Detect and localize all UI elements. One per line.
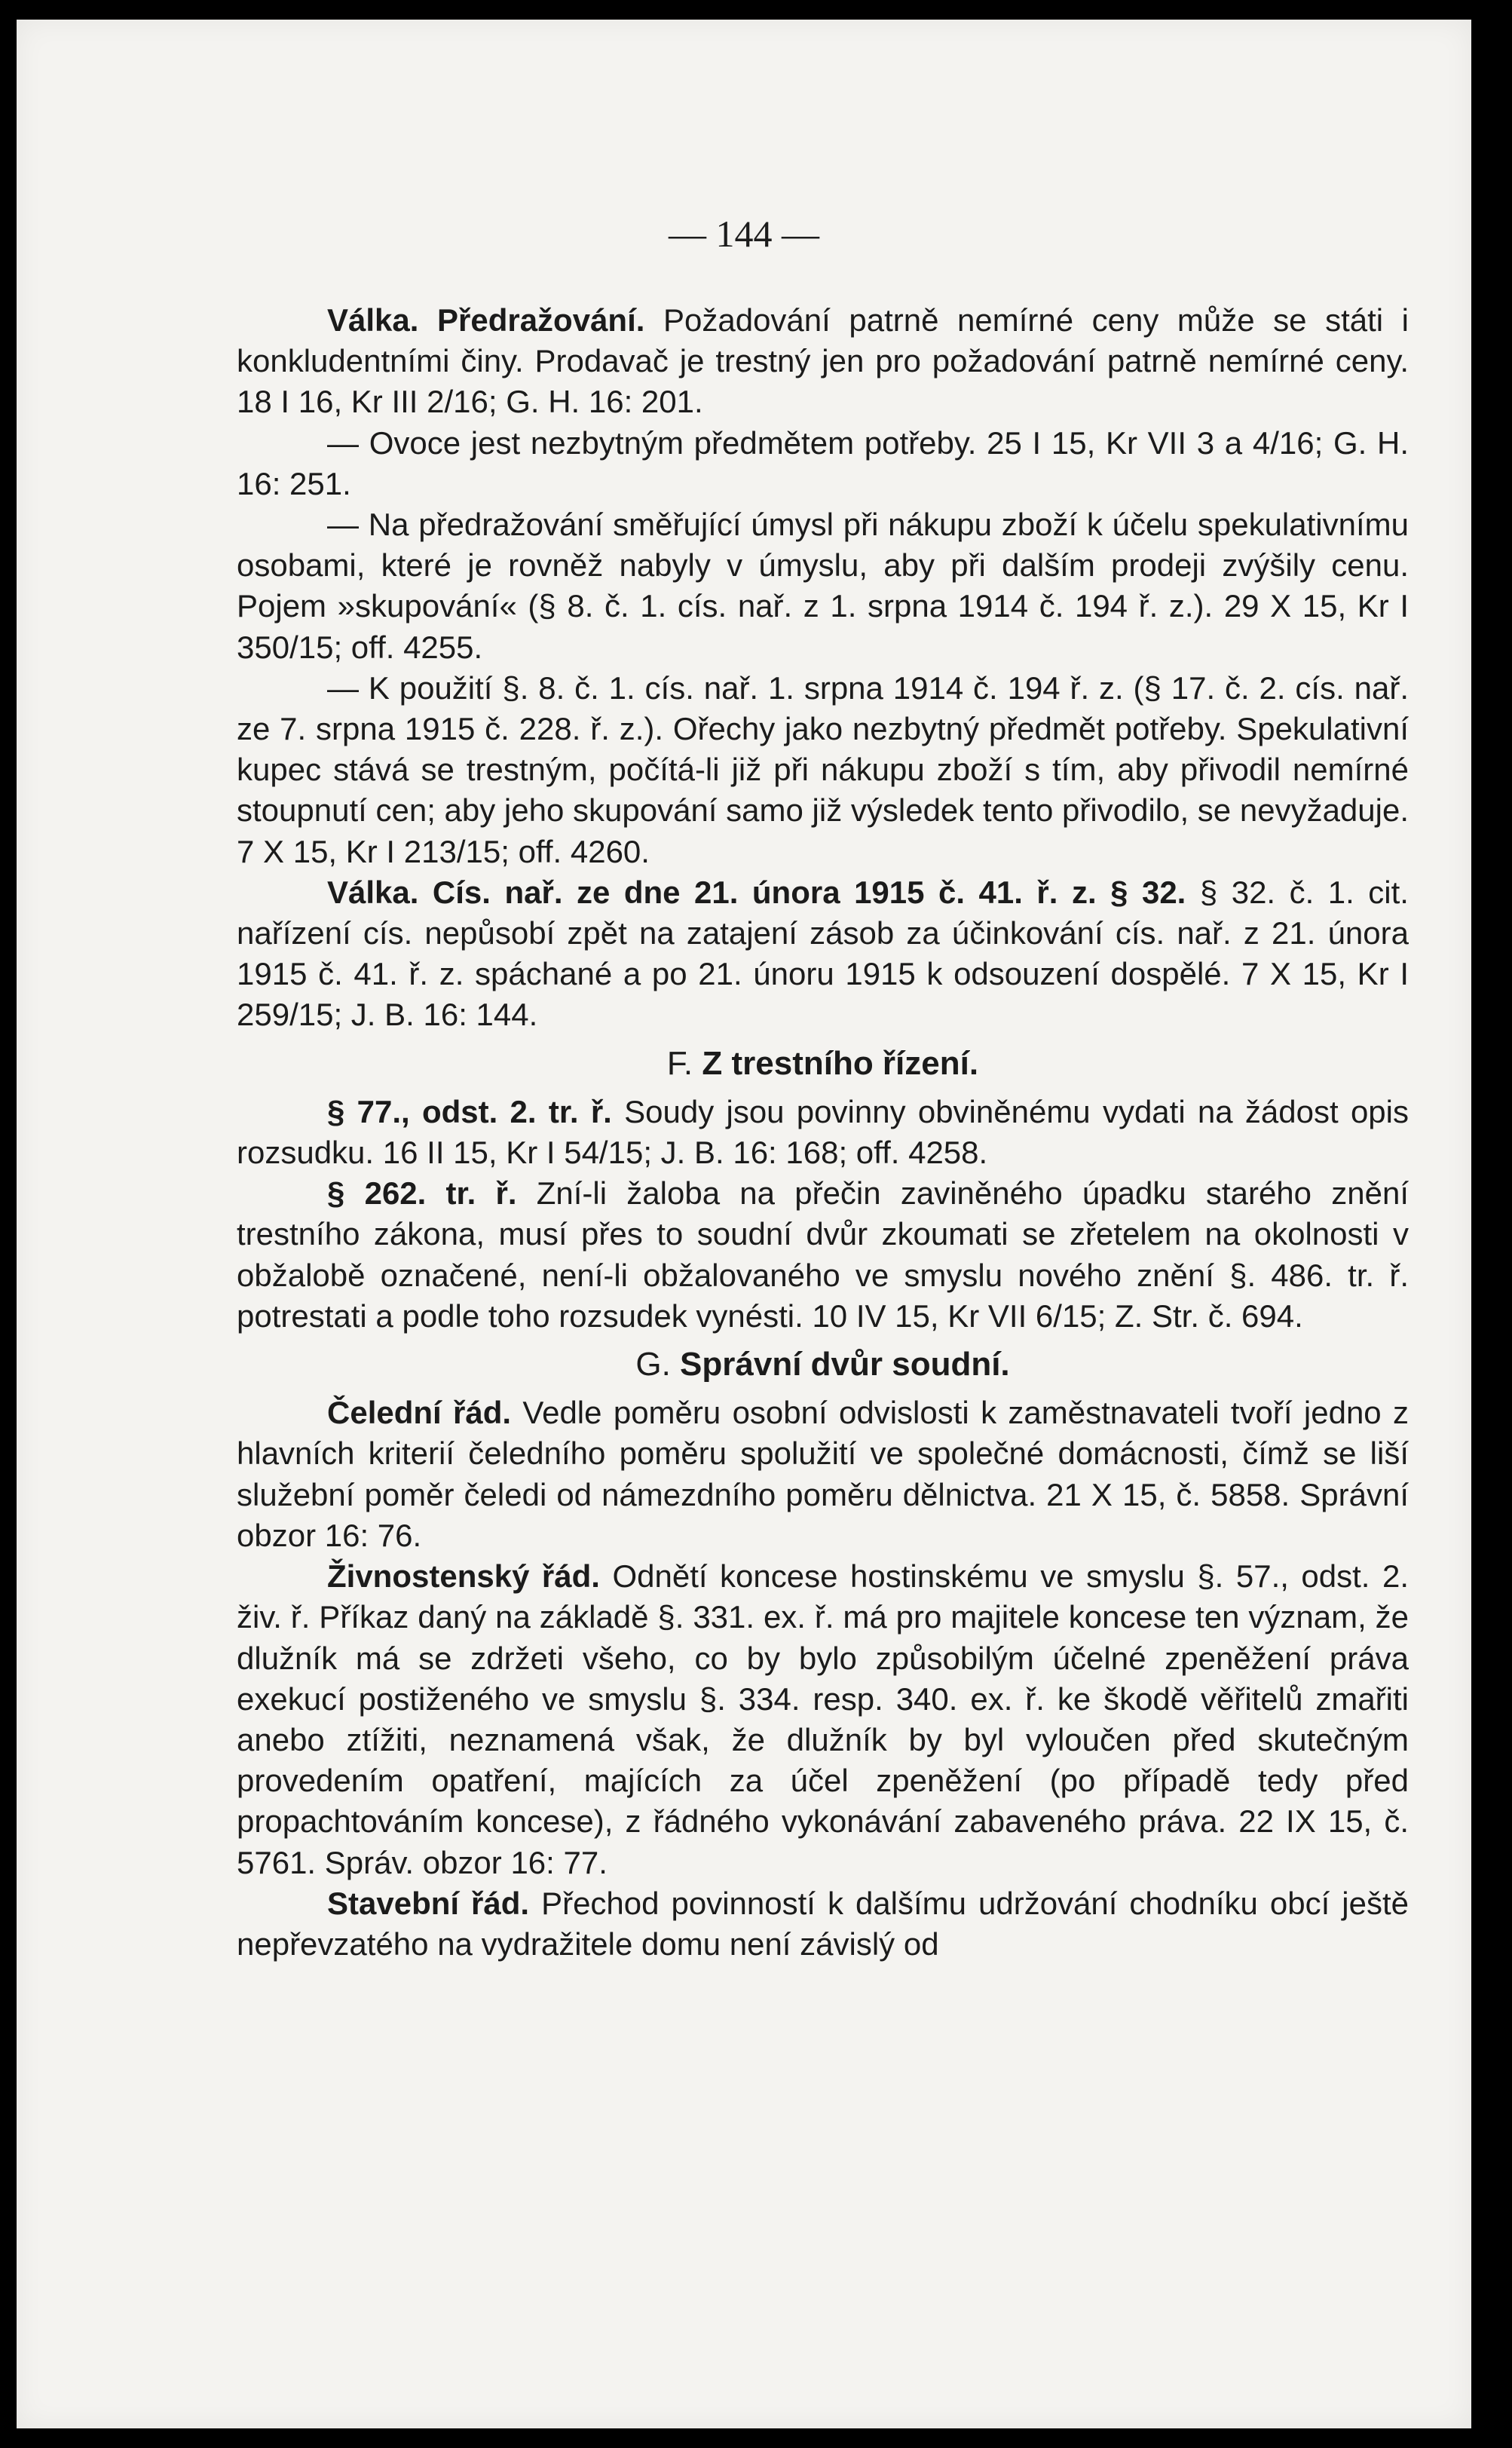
entry-262: [237, 1173, 1409, 1337]
entry-lead: Živnostenský řád.: [327, 1558, 600, 1595]
entry-lead: § 262. tr. ř.: [327, 1175, 517, 1212]
page-number: — 144 —: [669, 213, 819, 255]
section-letter: G.: [635, 1346, 681, 1383]
entry-lead: Válka. Předražování.: [327, 302, 645, 338]
entry-text: Zní-li žaloba na přečin zaviněného úpadku starého znění trestního zákona, musí přes to soudní dvůr zkoumati se zřetelem na okolnosti v obžalobě označené, není-li obžalovaného ve smyslu nového znění §. 486. tr. ř. potrestati a podle toho rozsudek vynésti. 10 IV 15, Kr VII 6/15; Z. Str. č. 694.: [237, 1175, 1409, 1334]
entry-ovoce: [237, 423, 1409, 504]
entry-k-pouziti: [237, 668, 1409, 872]
section-title: Správní dvůr soudní.: [680, 1346, 1010, 1383]
entry-text: Požadování patrně nemírné ceny může se státi i konkludentními činy. Prodavač je trestný jen pro požadování patrně nemírné ceny. 18 I 16, Kr III 2/16; G. H. 16: 201.: [237, 302, 1409, 420]
entry-77: [237, 1092, 1409, 1173]
section-heading-g: [237, 1344, 1409, 1385]
section-heading-f: [237, 1043, 1409, 1084]
page-body: [237, 300, 1409, 1965]
entry-celedni-rad: [237, 1393, 1409, 1556]
entry-text: — Ovoce jest nezbytným předmětem potřeby. 25 I 15, Kr VII 3 a 4/16; G. H. 16: 251.: [237, 424, 1409, 501]
entry-text: Vedle poměru osobní odvislosti k zaměstnavateli tvoří jedno z hlavních kriterií čeledního poměru spolužití ve společné domácnosti, čímž se liší služební poměr čeledi od námezdního poměru dělnictva. 21 X 15, č. 5858. Správní obzor 16: 76.: [237, 1395, 1409, 1553]
entry-stavebni-rad: [237, 1883, 1409, 1965]
entry-valka-predrazovani: [237, 300, 1409, 423]
section-title: Z trestního řízení.: [702, 1044, 979, 1082]
entry-text: Přechod povinností k dalšímu udržování chodníku obcí ještě nepřevzatého na vydražitele domu není závislý od: [237, 1885, 1409, 1962]
page-sheet: [17, 20, 1471, 2428]
entry-text: — Na předražování směřující úmysl při nákupu zboží k účelu spekulativnímu osobami, které je rovněž nabyly v úmyslu, aby při dalším prodeji zvýšily cenu. Pojem »skupování« (§ 8. č. 1. cís. nař. z 1. srpna 1914 č. 194 ř. z.). 29 X 15, Kr I 350/15; off. 4255.: [237, 507, 1409, 665]
entry-text: Soudy jsou povinny obviněnému vydati na žádost opis rozsudku. 16 II 15, Kr I 54/15; J. B. 16: 168; off. 4258.: [237, 1093, 1409, 1171]
entry-text: § 32. č. 1. cit. nařízení cís. nepůsobí zpět na zatajení zásob za účinkování cís. nař. z 21. února 1915 č. 41. ř. z. spáchané a po 21. únoru 1915 k odsouzení dospělé. 7 X 15, Kr I 259/15; J. B. 16: 144.: [237, 874, 1409, 1033]
entry-predrazovani-umysl: [237, 504, 1409, 668]
entry-text: — K použití §. 8. č. 1. cís. nař. 1. srpna 1914 č. 194 ř. z. (§ 17. č. 2. cís. nař. ze 7. srpna 1915 č. 228. ř. z.). Ořechy jako nezbytný předmět potřeby. Spekulativní kupec stává se trestným, počítá-li již při nákupu zboží s tím, aby přivodil nemírné stoupnutí cen; aby jeho skupování samo již výsledek tento přivodilo, se nevyžaduje. 7 X 15, Kr I 213/15; off. 4260.: [237, 669, 1409, 869]
entry-lead: Stavební řád.: [327, 1885, 530, 1921]
entry-text: Odnětí koncese hostinskému ve smyslu §. 57., odst. 2. živ. ř. Příkaz daný na základě §. 331. ex. ř. má pro majitele koncese ten význam, že dlužník má se zdržeti všeho, co by bylo způsobilým účelné zpeněžení práva exekucí postiženého ve smyslu §. 334. resp. 340. ex. ř. ke škodě věřitelů zmařiti anebo ztížiti, neznamená však, že dlužník by byl vyloučen před skutečným provedením opatření, majících za účel zpeněžení (po případě tedy před propachtováním koncese), z řádného vykonávání zabaveného práva. 22 IX 15, č. 5761. Správ. obzor 16: 77.: [237, 1558, 1409, 1880]
entry-lead: § 77., odst. 2. tr. ř.: [327, 1093, 612, 1129]
entry-zivnostensky-rad: [237, 1556, 1409, 1883]
entry-lead: Čelední řád.: [327, 1395, 512, 1431]
entry-valka-cis-nar: [237, 872, 1409, 1036]
section-letter: F.: [666, 1044, 702, 1082]
entry-lead: Válka. Cís. nař. ze dne 21. února 1915 č. 41. ř. z. § 32.: [327, 874, 1186, 910]
